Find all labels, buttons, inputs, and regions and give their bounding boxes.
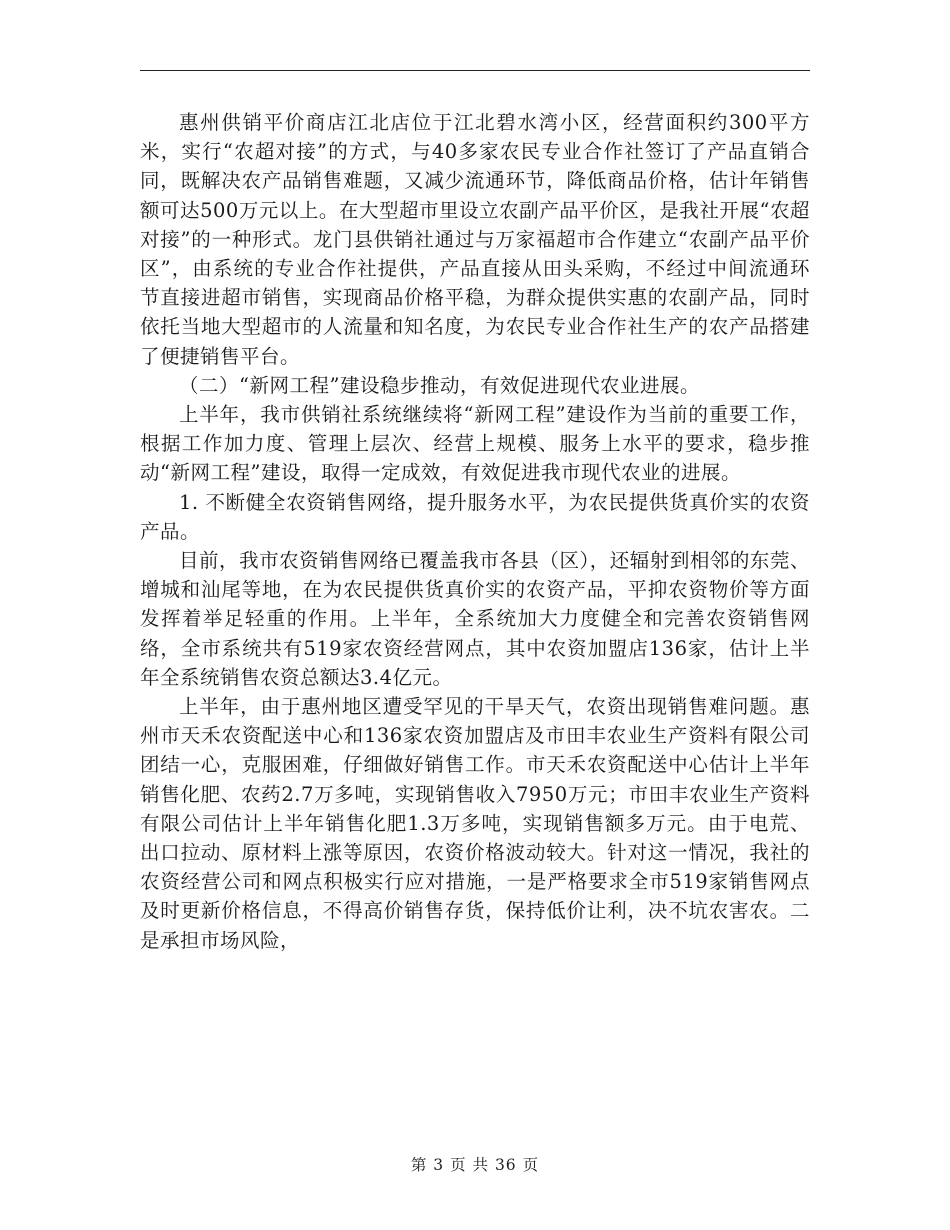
document-body	[140, 108, 810, 955]
paragraph-1: 惠州供销平价商店江北店位于江北碧水湾小区，经营面积约300平方米，实行“农超对接”的方式，与40多家农民专业合作社签订了产品直销合同，既解决农产品销售难题，又减少流通环节，降低商品价格，估计年销售额可达500万元以上。在大型超市里设立农副产品平价区，是我社开展“农超对接”的一种形式。龙门县供销社通过与万家福超市合作建立“农副产品平价区”，由系统的专业合作社提供，产品直接从田头采购，不经过中间流通环节直接进超市销售，实现商品价格平稳，为群众提供实惠的农副产品，同时依托当地大型超市的人流量和知名度，为农民专业合作社生产的农产品搭建了便捷销售平台。	[140, 111, 810, 368]
page-number: 第 3 页 共 36 页	[410, 1156, 540, 1174]
section-heading: （二）“新网工程”建设稳步推动，有效促进现代农业进展。	[179, 373, 700, 397]
paragraph-4: 上半年，由于惠州地区遭受罕见的干旱天气，农资出现销售难问题。惠州市天禾农资配送中心和136家农资加盟店及市田丰农业生产资料有限公司团结一心，克服困难，仔细做好销售工作。市天禾农资配送中心估计上半年销售化肥、农药2.7万多吨，实现销售收入7950万元；市田丰农业生产资料有限公司估计上半年销售化肥1.3万多吨，实现销售额多万元。由于电荒、出口拉动、原材料上涨等原因，农资价格波动较大。针对这一情况，我社的农资经营公司和网点积极实行应对措施，一是严格要求全市519家销售网点及时更新价格信息，不得高价销售存货，保持低价让利，决不坑农害农。二是承担市场风险，	[140, 695, 810, 952]
header-rule	[140, 70, 810, 71]
paragraph-3: 目前，我市农资销售网络已覆盖我市各县（区），还辐射到相邻的东莞、增城和汕尾等地，在为农民提供货真价实的农资产品，平抑农资物价等方面发挥着举足轻重的作用。上半年，全系统加大力度健全和完善农资销售网络，全市系统共有519家农资经营网点，其中农资加盟店136家，估计上半年全系统销售农资总额达3.4亿元。	[140, 549, 810, 689]
paragraph-2: 上半年，我市供销社系统继续将“新网工程”建设作为当前的重要工作，根据工作加力度、管理上层次、经营上规模、服务上水平的要求，稳步推动“新网工程”建设，取得一定成效，有效促进我市现代农业的进展。	[140, 403, 810, 485]
subsection-heading: 1. 不断健全农资销售网络，提升服务水平，为农民提供货真价实的农资产品。	[140, 490, 810, 543]
